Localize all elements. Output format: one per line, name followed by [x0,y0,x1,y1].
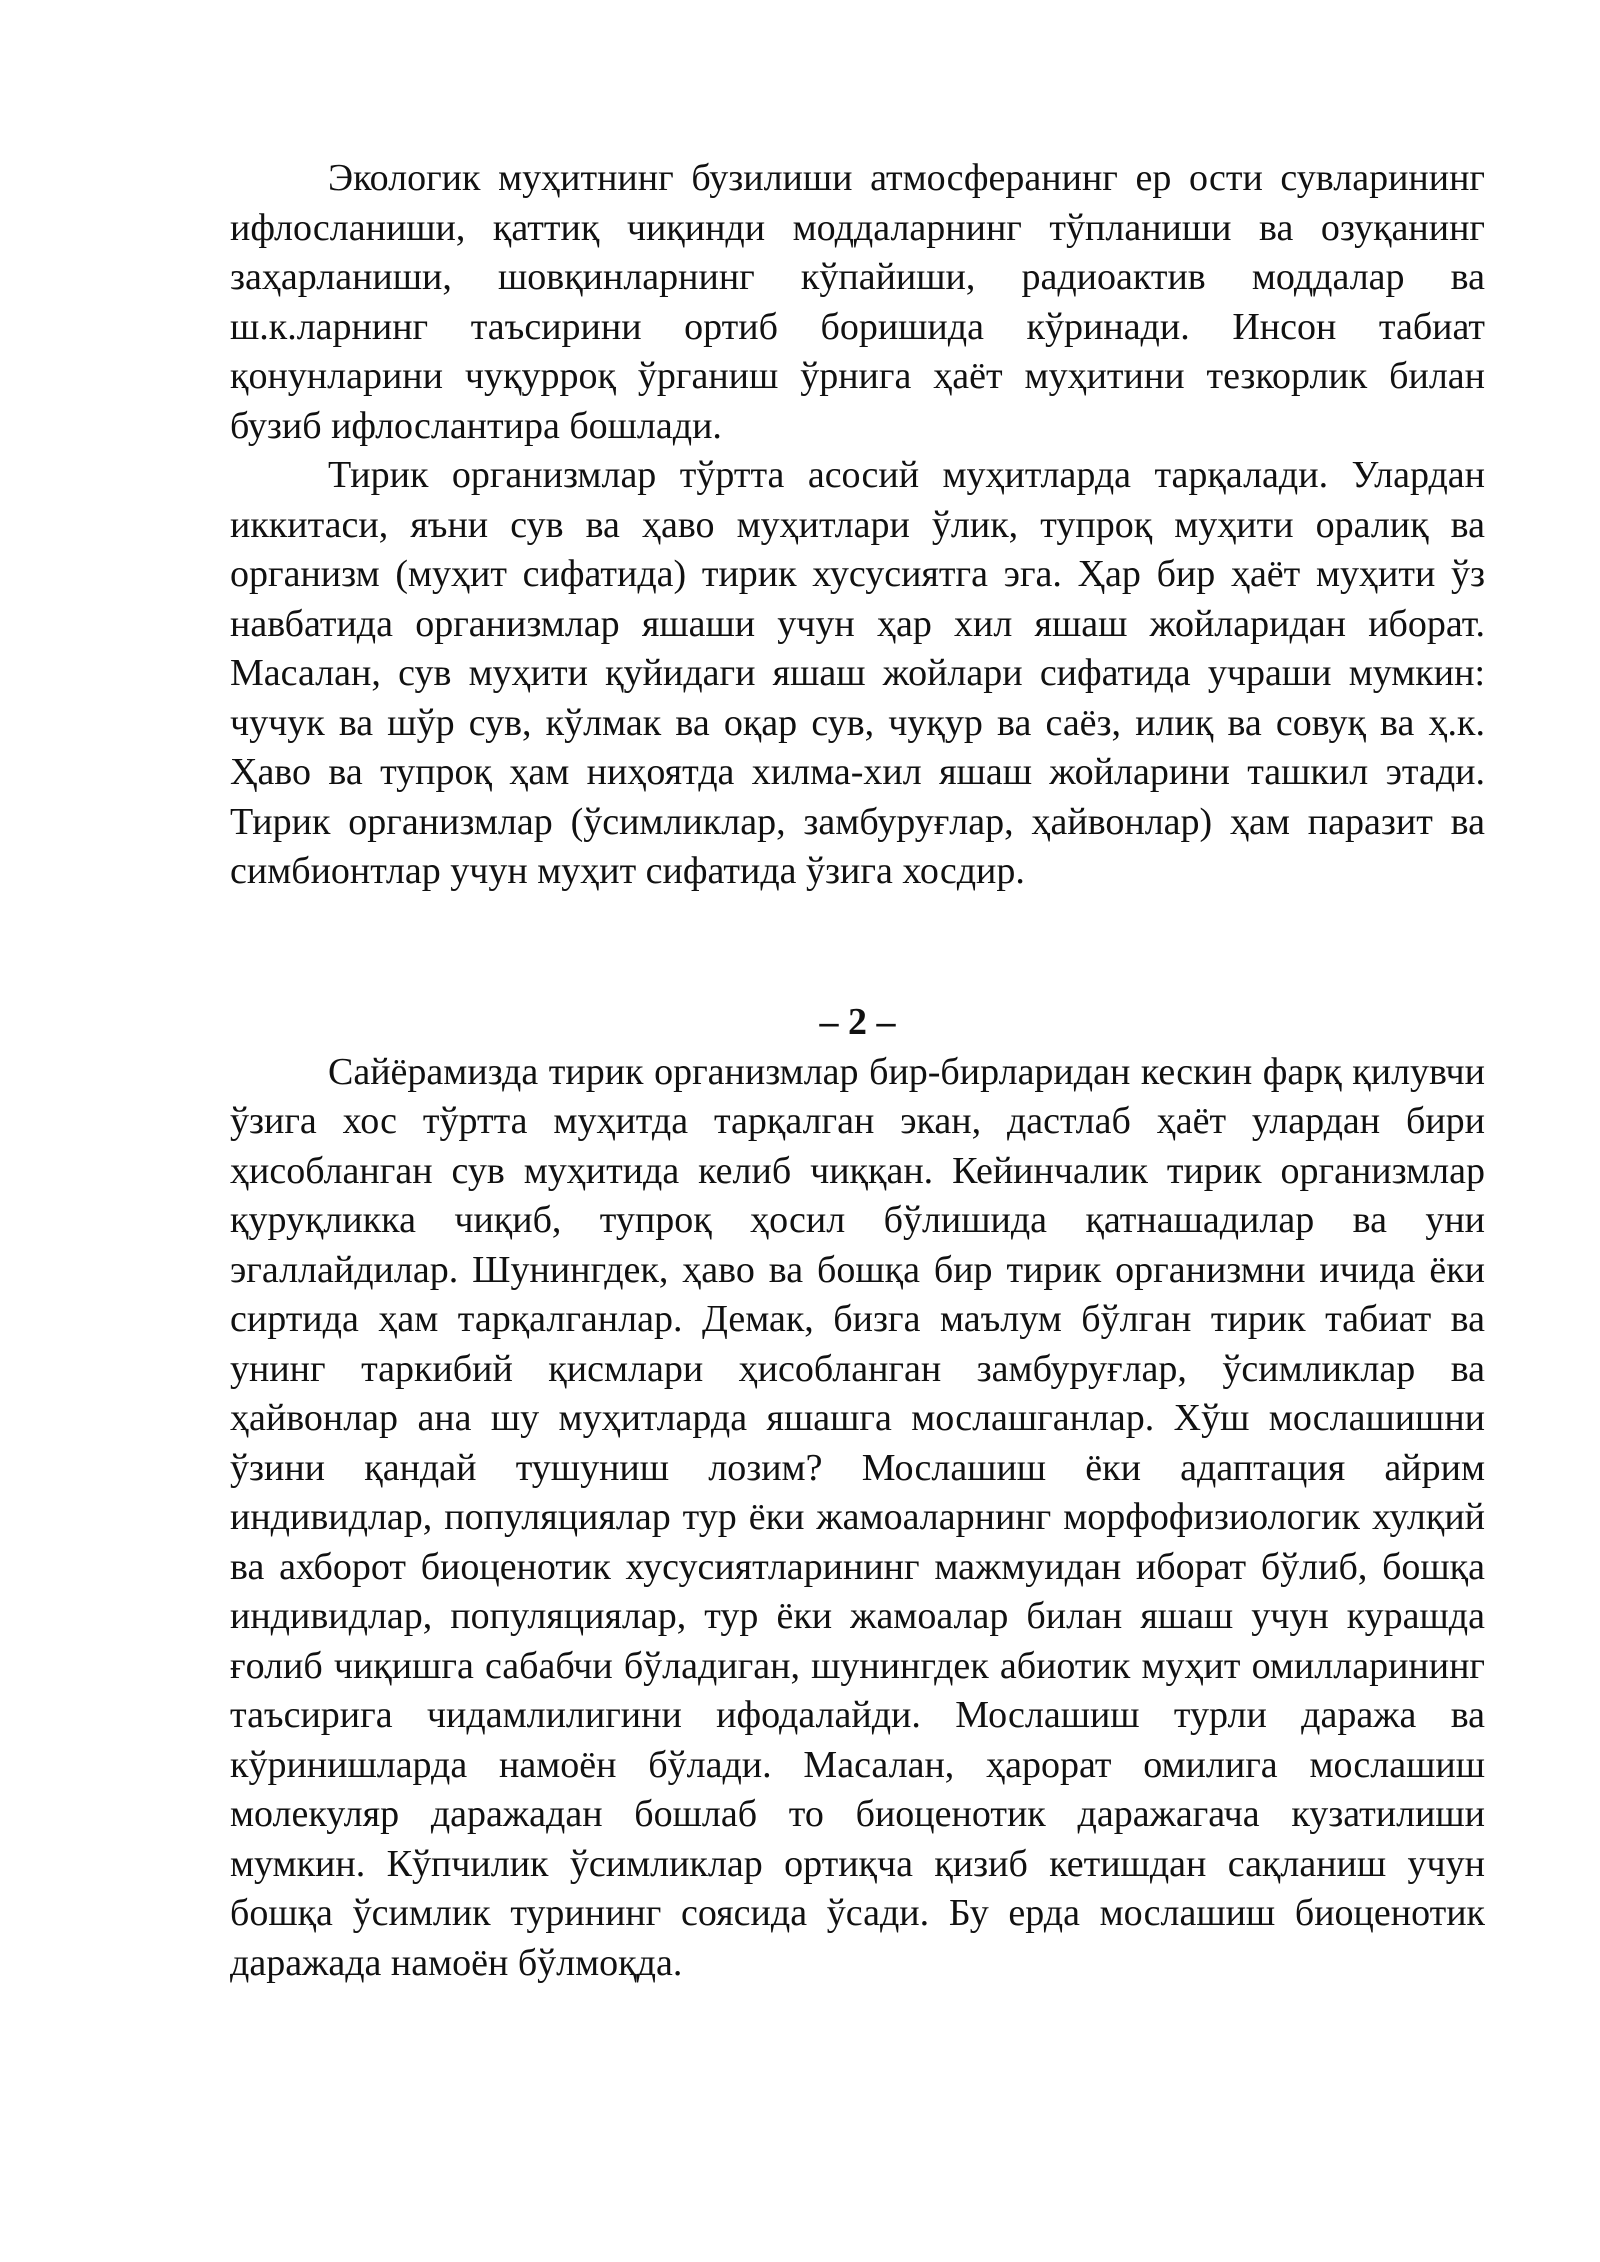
text-block-bottom [230,998,1485,1988]
paragraph-2: Тирик организмлар тўртта асосий муҳитларда тарқалади. Улардан иккитаси, яъни сув ва ҳаво муҳитлари ўлик, тупроқ муҳити оралиқ ва организм (муҳит сифатида) тирик хусусиятга эга. Ҳар бир ҳаёт муҳити ўз навбатида организмлар яшаши учун ҳар хил яшаш жойларидан иборат. Масалан, сув муҳити қуйидаги яшаш жойлари сифатида учраши мумкин: чучук ва шўр сув, кўлмак ва оқар сув, чуқур ва саёз, илиқ ва совуқ ва ҳ.к. Ҳаво ва тупроқ ҳам ниҳоятда хилма-хил яшаш жойларини ташкил этади. Тирик организмлар (ўсимликлар, замбуруғлар, ҳайвонлар) ҳам паразит ва симбионтлар учун муҳит сифатида ўзига хосдир. [230,454,1485,892]
section-number: – 2 – [819,1001,896,1043]
text-block-top [230,154,1485,897]
paragraph-3: Сайёрамизда тирик организмлар бир-бирларидан кескин фарқ қилувчи ўзига хос тўртта муҳитда тарқалган экан, дастлаб ҳаёт улардан бири ҳисобланган сув муҳитида келиб чиққан. Кейинчалик тирик организмлар қуруқликка чиқиб, тупроқ ҳосил бўлишида қатнашадилар ва уни эгаллайдилар. Шунингдек, ҳаво ва бошқа бир тирик организмни ичида ёки сиртида ҳам тарқалганлар. Демак, бизга маълум бўлган тирик табиат ва унинг таркибий қисмлари ҳисобланган замбуруғлар, ўсимликлар ва ҳайвонлар ана шу муҳитларда яшашга мослашганлар. Хўш мослашишни ўзини қандай тушуниш лозим? Мослашиш ёки адаптация айрим индивидлар, популяциялар тур ёки жамоаларнинг морфофизиологик хулқий ва ахборот биоценотик хусусиятларининг мажмуидан иборат бўлиб, бошқа индивидлар, популяциялар, тур ёки жамоалар билан яшаш учун курашда ғолиб чиқишга сабабчи бўладиган, шунингдек абиотик муҳит омилларининг таъсирига чидамлилигини ифодалайди. Мослашиш турли даража ва кўринишларда намоён бўлади. Масалан, ҳарорат омилига мослашиш молекуляр даражадан бошлаб то биоценотик даражагача кузатилиши мумкин. Кўпчилик ўсимликлар ортиқча қизиб кетишдан сақланиш учун бошқа ўсимлик турининг соясида ўсади. Бу ерда мослашиш биоценотик даражада намоён бўлмоқда. [230,1050,1485,1984]
paragraph-1: Экологик муҳитнинг бузилиши атмосферанинг ер ости сувларининг ифлосланиши, қаттиқ чиқинди моддаларнинг тўпланиши ва озуқанинг заҳарланиши, шовқинларнинг кўпайиши, радиоактив моддалар ва ш.к.ларнинг таъсирини ортиб боришида кўринади. Инсон табиат қонунларини чуқурроқ ўрганиш ўрнига ҳаёт муҳитини тезкорлик билан бузиб ифлослантира бошлади. [230,157,1485,447]
